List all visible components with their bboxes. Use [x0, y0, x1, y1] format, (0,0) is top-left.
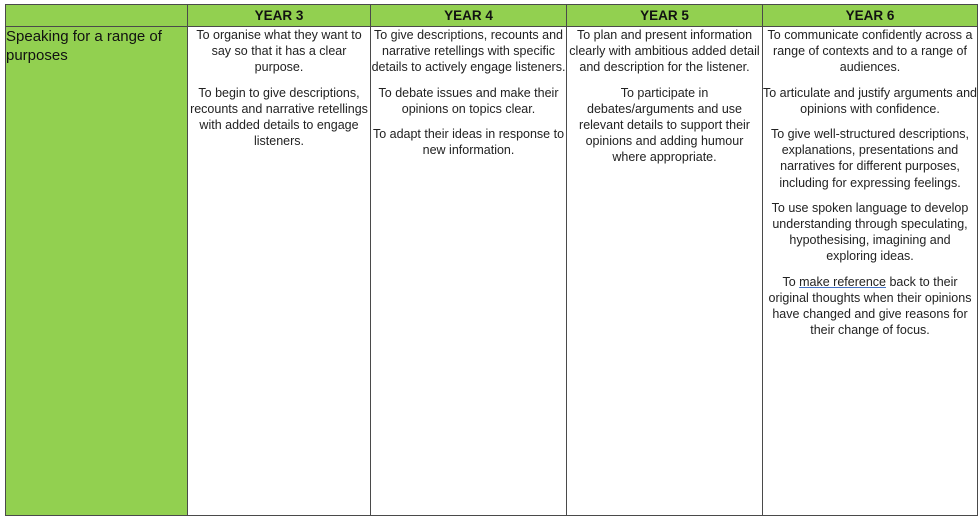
year-6-objective: To articulate and justify arguments and opinions with confidence.: [763, 85, 978, 116]
year-5-objective: To plan and present information clearly with ambitious added detail and description for the listener.: [569, 28, 760, 75]
header-row: [6, 5, 978, 27]
year-6-objective: To use spoken language to develop understanding through speculating, hypothesising, imagining and exploring ideas.: [771, 200, 969, 264]
year-3-header: YEAR 3: [188, 5, 371, 27]
underlined-phrase: make reference: [799, 274, 886, 289]
objective-suffix: back to their original thoughts when their opinions have changed and give reasons for their change of focus.: [768, 274, 972, 338]
year-5-cell: [567, 27, 763, 516]
year-4-objective: To debate issues and make their opinions on topics clear.: [378, 85, 559, 116]
year-5-header: YEAR 5: [567, 5, 763, 27]
year-6-objective-last: [763, 274, 977, 339]
year-3-cell: [188, 27, 371, 516]
year-4-cell: [371, 27, 567, 516]
topic-cell: Speaking for a range of purposes: [6, 27, 188, 516]
year-4-header: YEAR 4: [371, 5, 567, 27]
year-6-objective: To communicate confidently across a range of contexts and to a range of audiences.: [767, 28, 973, 75]
year-5-objective: To participate in debates/arguments and use relevant details to support their opinions and adding humour where appropriate.: [579, 85, 750, 165]
year-3-objective: To begin to give descriptions, recounts and narrative retellings with added details to engage listeners.: [190, 85, 368, 149]
corner-header-cell: [6, 5, 188, 27]
year-6-objective: To give well-structured descriptions, explanations, presentations and narratives for different purposes, including for expressing feelings.: [771, 127, 969, 190]
speaking-row: [6, 27, 978, 516]
year-6-cell: [763, 27, 978, 516]
year-6-header: YEAR 6: [763, 5, 978, 27]
year-3-objective: To organise what they want to say so that it has a clear purpose.: [196, 28, 362, 75]
curriculum-table: [5, 4, 978, 516]
year-4-objective: To adapt their ideas in response to new information.: [372, 127, 565, 158]
objective-prefix: To: [782, 274, 800, 289]
year-4-objective: To give descriptions, recounts and narrative retellings with specific details to actively engage listeners.: [371, 28, 566, 75]
